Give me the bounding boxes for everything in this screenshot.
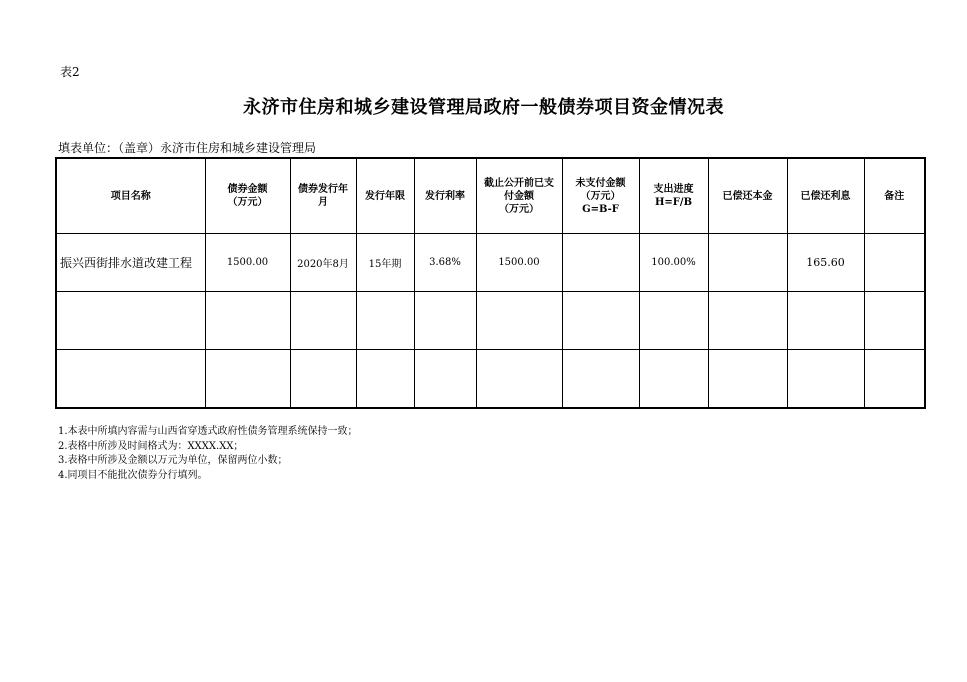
col-header-principal-repaid: 已偿还本金	[708, 158, 787, 234]
cell-interest-rate	[414, 292, 476, 350]
cell-remarks	[864, 292, 925, 350]
cell-bond-amount: 1500.00	[205, 234, 290, 292]
note-item: 4.同项目不能批次债券分行填列。	[58, 469, 208, 481]
col-header-bond-amount: 债券金额 （万元）	[205, 158, 290, 234]
table-row	[56, 234, 925, 292]
cell-unpaid-amount	[562, 350, 639, 409]
cell-term	[356, 292, 414, 350]
col-header-progress: 支出进度 H=F/B	[639, 158, 708, 234]
col-header-remarks: 备注	[864, 158, 925, 234]
cell-remarks	[864, 350, 925, 409]
cell-paid-amount: 1500.00	[476, 234, 562, 292]
col-header-project-name: 项目名称	[56, 158, 205, 234]
cell-term: 15年期	[356, 234, 414, 292]
cell-unpaid-amount	[562, 292, 639, 350]
cell-project-name	[56, 292, 205, 350]
notes	[58, 425, 358, 483]
cell-issue-date: 2020年8月	[290, 234, 356, 292]
col-header-interest-rate: 发行利率	[414, 158, 476, 234]
cell-paid-amount	[476, 350, 562, 409]
col-header-term: 发行年限	[356, 158, 414, 234]
cell-progress: 100.00%	[639, 234, 708, 292]
cell-principal-repaid	[708, 292, 787, 350]
note-item: 3.表格中所涉及金额以万元为单位，保留两位小数；	[58, 455, 288, 466]
cell-interest-repaid: 165.60	[787, 234, 864, 292]
debt-funds-table	[55, 157, 926, 409]
col-header-unpaid-amount: 未支付金额 （万元） G=B-F	[562, 158, 639, 234]
table-label: 表2	[60, 65, 80, 79]
cell-unpaid-amount	[562, 234, 639, 292]
cell-bond-amount	[205, 350, 290, 409]
cell-issue-date	[290, 292, 356, 350]
fill-unit-line: 填表单位：（盖章）永济市住房和城乡建设管理局	[58, 141, 317, 155]
col-header-paid-amount: 截止公开前已支 付金额 （万元）	[476, 158, 562, 234]
col-header-interest-repaid: 已偿还利息	[787, 158, 864, 234]
cell-term	[356, 350, 414, 409]
note-item: 1.本表中所填内容需与山西省穿透式政府性债务管理系统保持一致；	[58, 426, 358, 437]
table-row	[56, 350, 925, 409]
cell-principal-repaid	[708, 234, 787, 292]
cell-principal-repaid	[708, 350, 787, 409]
cell-interest-repaid	[787, 350, 864, 409]
cell-project-name: 振兴西街排水道改建工程	[56, 234, 205, 292]
table-row	[56, 292, 925, 350]
page-title: 永济市住房和城乡建设管理局政府一般债券项目资金情况表	[243, 97, 724, 118]
header-row	[56, 158, 925, 234]
cell-interest-rate: 3.68%	[414, 234, 476, 292]
cell-paid-amount	[476, 292, 562, 350]
cell-project-name	[56, 350, 205, 409]
cell-interest-rate	[414, 350, 476, 409]
cell-progress	[639, 350, 708, 409]
cell-issue-date	[290, 350, 356, 409]
cell-remarks	[864, 234, 925, 292]
cell-interest-repaid	[787, 292, 864, 350]
col-header-issue-date: 债券发行年 月	[290, 158, 356, 234]
cell-bond-amount	[205, 292, 290, 350]
note-item: 2.表格中所涉及时间格式为：XXXX.XX；	[58, 440, 244, 452]
cell-progress	[639, 292, 708, 350]
